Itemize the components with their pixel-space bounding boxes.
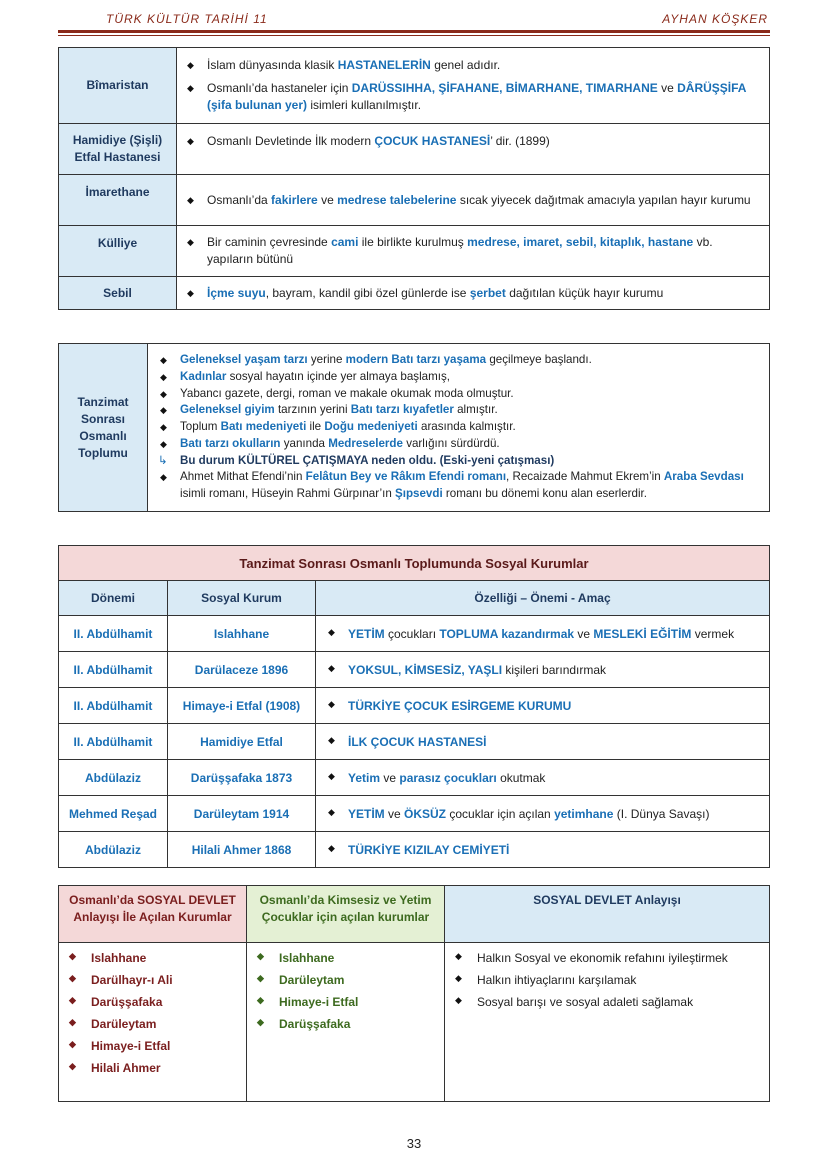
table-row	[59, 832, 770, 868]
table-row	[59, 344, 770, 512]
period-cell: II. Abdülhamit	[59, 724, 168, 760]
page-number: 33	[406, 1136, 422, 1151]
purpose-cell: ◆ TÜRKİYE ÇOCUK ESİRGEME KURUMU	[316, 688, 770, 724]
column-header: Osmanlı’da SOSYAL DEVLET Anlayışı İle Açılan Kurumlar	[59, 886, 247, 943]
list-item: ◆ Kadınlar sosyal hayatın içinde yer almaya başlamış,	[158, 369, 761, 386]
list-item: ◆ Darüleytam	[255, 973, 436, 987]
list-item: ◆ Darülhayr-ı Ali	[67, 973, 238, 987]
list-item: ◆ Himaye-i Etfal	[67, 1039, 238, 1053]
arrow-icon: ↳	[158, 453, 168, 467]
row-content	[148, 344, 770, 512]
header-rule	[58, 30, 770, 33]
list-item: ◆ Darüleytam	[67, 1017, 238, 1031]
period-cell: II. Abdülhamit	[59, 652, 168, 688]
row-content	[177, 48, 770, 124]
list-item: ◆ Sosyal barışı ve sosyal adaleti sağlamak	[453, 995, 761, 1009]
purpose-cell: ◆ Yetim ve parasız çocukları okutmak	[316, 760, 770, 796]
row-label: Bîmaristan	[59, 48, 177, 124]
social-institutions-table	[58, 545, 770, 868]
row-content	[177, 226, 770, 277]
table-row	[59, 48, 770, 124]
list-item: ◆ Halkın ihtiyaçlarını karşılamak	[453, 973, 761, 987]
purpose-cell: ◆ YOKSUL, KİMSESİZ, YAŞLI kişileri barındırmak	[316, 652, 770, 688]
institution-cell: Darülaceze 1896	[168, 652, 316, 688]
period-cell: Abdülaziz	[59, 832, 168, 868]
list-item: ◆ Toplum Batı medeniyeti ile Doğu medeniyeti arasında kalmıştır.	[158, 419, 761, 436]
list-item: ◆ Hilali Ahmer	[67, 1061, 238, 1075]
period-cell: II. Abdülhamit	[59, 616, 168, 652]
list-item: ◆ Geleneksel giyim tarzının yerini Batı tarzı kıyafetler almıştır.	[158, 402, 761, 419]
period-cell: II. Abdülhamit	[59, 688, 168, 724]
header-title: TÜRK KÜLTÜR TARİHİ 11	[106, 12, 268, 26]
purpose-cell: ◆ YETİM ve ÖKSÜZ çocuklar için açılan yetimhane (I. Dünya Savaşı)	[316, 796, 770, 832]
row-content	[177, 175, 770, 226]
purpose-cell: ◆ İLK ÇOCUK HASTANESİ	[316, 724, 770, 760]
column-header: Sosyal Kurum	[168, 581, 316, 616]
row-label: Tanzimat Sonrası Osmanlı Toplumu	[59, 344, 148, 512]
list-item: ◆ Osmanlı’da hastaneler için DARÜSSIHHA, ŞİFAHANE, BİMARHANE, TIMARHANE ve DÂRÜŞŞİFA (şifa bulunan yer) isimleri kullanılmıştır.	[185, 80, 761, 114]
list-item: ◆ İslam dünyasında klasik HASTANELERİN genel adıdır.	[185, 57, 761, 74]
table-row	[59, 124, 770, 175]
table-row	[59, 175, 770, 226]
column-header: SOSYAL DEVLET Anlayışı	[445, 886, 770, 943]
period-cell: Abdülaziz	[59, 760, 168, 796]
social-state-goals	[445, 943, 770, 1102]
list-item: ◆ Islahhane	[255, 951, 436, 965]
table-row	[59, 277, 770, 310]
list-item: ◆ Islahhane	[67, 951, 238, 965]
row-label: Sebil	[59, 277, 177, 310]
list-item: ◆ Batı tarzı okulların yanında Medreselerde varlığını sürdürdü.	[158, 436, 761, 453]
list-item: ◆ Osmanlı’da fakirlere ve medrese talebelerine sıcak yiyecek dağıtmak amacıyla yapılan hayır kurumu	[185, 192, 761, 209]
institution-cell: Darüleytam 1914	[168, 796, 316, 832]
list-item: ◆ Darüşşafaka	[67, 995, 238, 1009]
row-label: İmarethane	[59, 175, 177, 226]
list-item: ◆ Geleneksel yaşam tarzı yerine modern Batı tarzı yaşama geçilmeye başlandı.	[158, 352, 761, 369]
institution-cell: Darüşşafaka 1873	[168, 760, 316, 796]
row-label: Külliye	[59, 226, 177, 277]
header-author: AYHAN KÖŞKER	[662, 12, 768, 26]
institution-cell: Hamidiye Etfal	[168, 724, 316, 760]
table-row	[59, 616, 770, 652]
column-header: Özelliği – Önemi - Amaç	[316, 581, 770, 616]
column-header: Osmanlı’da Kimsesiz ve Yetim Çocuklar için açılan kurumlar	[247, 886, 445, 943]
list-item: ◆ Ahmet Mithat Efendi’nin Felâtun Bey ve Râkım Efendi romanı, Recaizade Mahmut Ekrem’in Araba Sevdası isimli romanı, Hüseyin Rahmi Gürpınar’ın Şıpsevdi romanı bu dönemi konu alan eserlerdir.	[158, 469, 761, 502]
institution-cell: Himaye-i Etfal (1908)	[168, 688, 316, 724]
table-row	[59, 226, 770, 277]
column-header: Dönemi	[59, 581, 168, 616]
table-title: Tanzimat Sonrası Osmanlı Toplumunda Sosyal Kurumlar	[59, 546, 770, 581]
list-item: ◆ Halkın Sosyal ve ekonomik refahını iyileştirmek	[453, 951, 761, 965]
institution-cell: Islahhane	[168, 616, 316, 652]
purpose-cell: ◆ YETİM çocukları TOPLUMA kazandırmak ve MESLEKİ EĞİTİM vermek	[316, 616, 770, 652]
row-content	[177, 124, 770, 175]
tanzimat-society-table	[58, 343, 770, 512]
institution-cell: Hilali Ahmer 1868	[168, 832, 316, 868]
list-item: ◆ Yabancı gazete, dergi, roman ve makale okumak moda olmuştur.	[158, 386, 761, 403]
table-row	[59, 796, 770, 832]
health-institutions-table	[58, 47, 770, 310]
social-state-table	[58, 885, 770, 1102]
social-state-institutions	[59, 943, 247, 1102]
list-item: ◆ İçme suyu, bayram, kandil gibi özel günlerde ise şerbet dağıtılan küçük hayır kurumu	[185, 285, 761, 302]
table-row	[59, 652, 770, 688]
row-label: Hamidiye (Şişli) Etfal Hastanesi	[59, 124, 177, 175]
result-note: ↳ Bu durum KÜLTÜREL ÇATIŞMAYA neden oldu. (Eski-yeni çatışması)	[158, 453, 761, 470]
period-cell: Mehmed Reşad	[59, 796, 168, 832]
list-item: ◆ Bir caminin çevresinde cami ile birlikte kurulmuş medrese, imaret, sebil, kitaplık, hastane vb. yapıların bütünü	[185, 234, 761, 268]
row-content	[177, 277, 770, 310]
table-row	[59, 688, 770, 724]
table-row	[59, 724, 770, 760]
table-row	[59, 760, 770, 796]
list-item: ◆ Osmanlı Devletinde İlk modern ÇOCUK HASTANESİ’ dir. (1899)	[185, 133, 761, 150]
list-item: ◆ Himaye-i Etfal	[255, 995, 436, 1009]
orphan-institutions	[247, 943, 445, 1102]
purpose-cell: ◆ TÜRKİYE KIZILAY CEMİYETİ	[316, 832, 770, 868]
list-item: ◆ Darüşşafaka	[255, 1017, 436, 1031]
header-rule-thin	[58, 35, 770, 36]
